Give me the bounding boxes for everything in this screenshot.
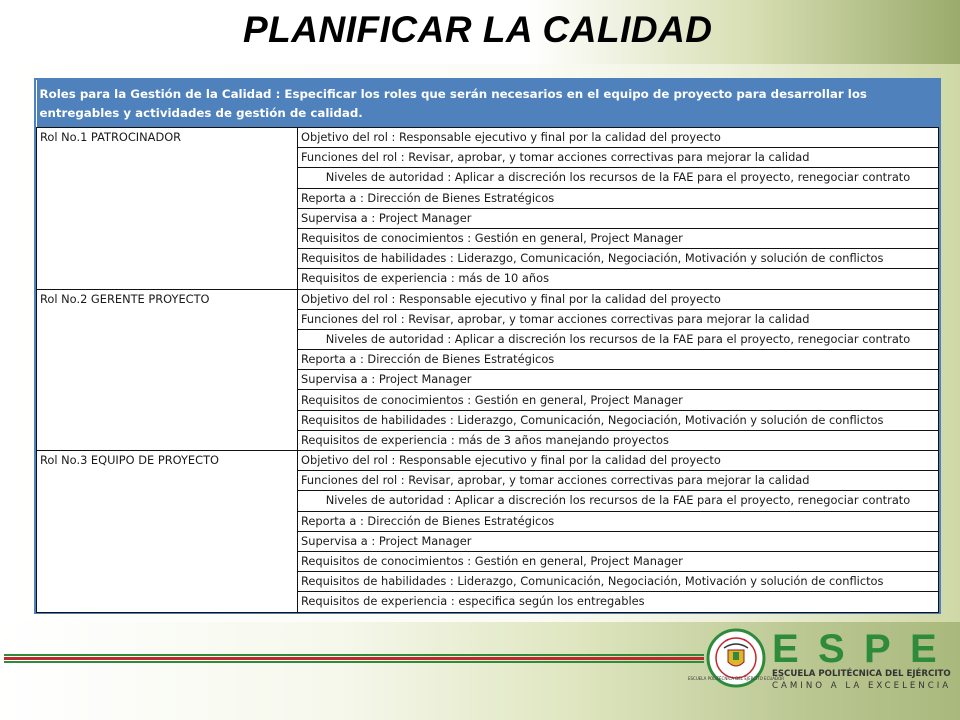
stripe-red — [4, 657, 704, 660]
espe-logo — [687, 627, 952, 691]
table-header-cell: Roles para la Gestión de la Calidad : Especificar los roles que serán necesarios en el equipo de proyecto para desarrollar los entregables y actividades de gestión de calidad. — [37, 80, 939, 128]
table-row — [37, 289, 939, 309]
role-name-cell: Rol No.1 PATROCINADOR — [37, 128, 298, 290]
logo-letter-s: S — [818, 627, 845, 671]
logo-letter-p: P — [864, 627, 891, 671]
role-detail-cell: Reporta a : Dirección de Bienes Estratégicos — [298, 350, 939, 370]
role-detail-cell: Supervisa a : Project Manager — [298, 531, 939, 551]
role-detail-cell: Reporta a : Dirección de Bienes Estratégicos — [298, 511, 939, 531]
role-detail-cell: Niveles de autoridad : Aplicar a discreción los recursos de la FAE para el proyecto, renegociar contrato — [298, 329, 939, 349]
decorative-stripes — [4, 654, 704, 663]
role-name-cell: Rol No.2 GERENTE PROYECTO — [37, 289, 298, 451]
role-detail-cell: Requisitos de habilidades : Liderazgo, Comunicación, Negociación, Motivación y solución de conflictos — [298, 572, 939, 592]
logo-tagline: CAMINO A LA EXCELENCIA — [772, 681, 952, 691]
role-detail-cell: Funciones del rol : Revisar, aprobar, y tomar acciones correctivas para mejorar la calidad — [298, 309, 939, 329]
role-detail-cell: Requisitos de conocimientos : Gestión en general, Project Manager — [298, 551, 939, 571]
seal-text: ESCUELA POLITÉCNICA DEL EJÉRCITO ECUADOR — [687, 676, 785, 681]
roles-table — [34, 78, 941, 614]
logo-letter-e1: E — [772, 627, 799, 671]
role-detail-cell: Requisitos de habilidades : Liderazgo, Comunicación, Negociación, Motivación y solución de conflictos — [298, 410, 939, 430]
role-detail-cell: Funciones del rol : Revisar, aprobar, y tomar acciones correctivas para mejorar la calidad — [298, 471, 939, 491]
table-row — [37, 451, 939, 471]
roles-table-body — [37, 80, 939, 612]
role-detail-cell: Objetivo del rol : Responsable ejecutivo y final por la calidad del proyecto — [298, 451, 939, 471]
role-detail-cell: Requisitos de conocimientos : Gestión en general, Project Manager — [298, 390, 939, 410]
role-detail-cell: Requisitos de habilidades : Liderazgo, Comunicación, Negociación, Motivación y solución de conflictos — [298, 249, 939, 269]
role-detail-cell: Requisitos de experiencia : más de 3 años manejando proyectos — [298, 430, 939, 450]
table-header-row — [37, 80, 939, 128]
slide-title: PLANIFICAR LA CALIDAD — [243, 9, 713, 50]
role-detail-cell: Requisitos de experiencia : especifica según los entregables — [298, 592, 939, 612]
role-detail-cell: Objetivo del rol : Responsable ejecutivo y final por la calidad del proyecto — [298, 289, 939, 309]
role-detail-cell: Reporta a : Dirección de Bienes Estratégicos — [298, 188, 939, 208]
role-detail-cell: Requisitos de experiencia : más de 10 años — [298, 269, 939, 289]
stripe-green-bottom — [4, 661, 704, 663]
roles-table-grid — [36, 80, 939, 613]
role-detail-cell: Requisitos de conocimientos : Gestión en general, Project Manager — [298, 228, 939, 248]
stripe-green-top — [4, 654, 704, 656]
role-detail-cell: Objetivo del rol : Responsable ejecutivo y final por la calidad del proyecto — [298, 128, 939, 148]
role-detail-cell: Supervisa a : Project Manager — [298, 370, 939, 390]
role-detail-cell: Supervisa a : Project Manager — [298, 208, 939, 228]
role-detail-cell: Niveles de autoridad : Aplicar a discreción los recursos de la FAE para el proyecto, renegociar contrato — [298, 168, 939, 188]
logo-school-name: ESCUELA POLITÉCNICA DEL EJÉRCITO — [772, 669, 951, 679]
table-row — [37, 128, 939, 148]
logo-letter-e2: E — [910, 627, 937, 671]
espe-seal-icon — [687, 628, 785, 688]
role-name-cell: Rol No.3 EQUIPO DE PROYECTO — [37, 451, 298, 613]
role-detail-cell: Niveles de autoridad : Aplicar a discreción los recursos de la FAE para el proyecto, renegociar contrato — [298, 491, 939, 511]
role-detail-cell: Funciones del rol : Revisar, aprobar, y tomar acciones correctivas para mejorar la calidad — [298, 148, 939, 168]
